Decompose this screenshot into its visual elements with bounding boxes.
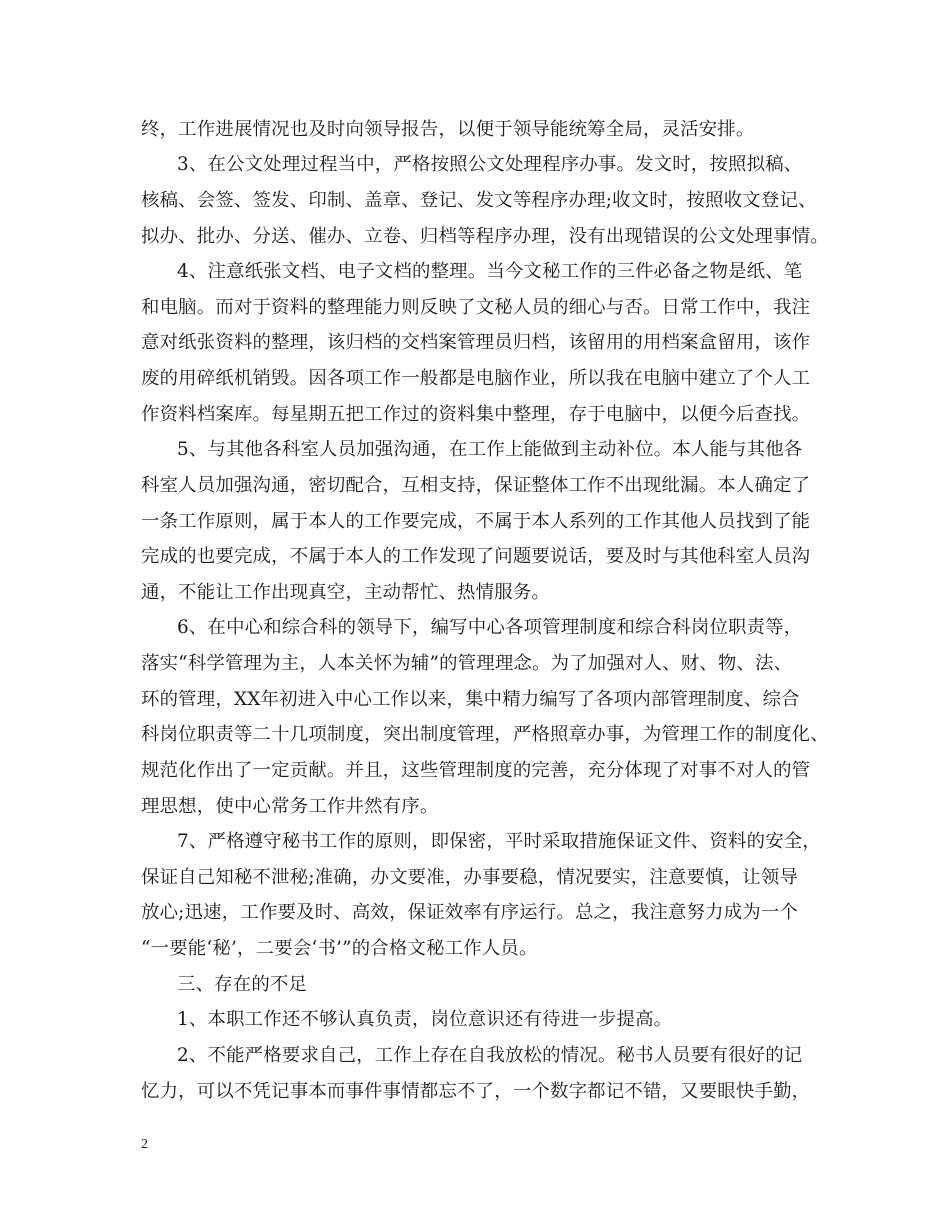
- text-line: 意对纸张资料的整理，该归档的交档案管理员归档，该留用的用档案盒留用，该作: [141, 332, 811, 353]
- text-line: 完成的也要完成，不属于本人的工作发现了问题要说话，要及时与其他科室人员沟: [141, 546, 811, 567]
- text-line: 拟办、批办、分送、催办、立卷、归档等程序办理，没有出现错误的公文处理事情。: [141, 226, 829, 247]
- text-line: 核稿、会签、签发、印制、盖章、登记、发文等程序办理;收文时，按照收文登记、: [141, 190, 817, 211]
- text-line: 放心;迅速，工作要及时、高效，保证效率有序运行。总之，我注意努力成为一个: [141, 902, 799, 923]
- section-heading: 三、存在的不足: [177, 974, 308, 995]
- text-line: 环的管理，XX年初进入中心工作以来，集中精力编写了各项内部管理制度、综合: [141, 689, 800, 710]
- text-line: 保证自己知秘不泄秘;准确，办文要准，办事要稳，情况要实，注意要慎，让领导: [141, 867, 799, 888]
- text-line: 6、在中心和综合科的领导下，编写中心各项管理制度和综合科岗位职责等，: [177, 617, 803, 638]
- page-number: 2: [141, 1137, 148, 1152]
- text-line: 废的用碎纸机销毁。因各项工作一般都是电脑作业，所以我在电脑中建立了个人工: [141, 368, 811, 389]
- text-line: 忆力，可以不凭记事本而事件事情都忘不了，一个数字都记不错，又要眼快手勤，: [141, 1081, 811, 1102]
- text-line: 1、本职工作还不够认真负责，岗位意识还有待进一步提高。: [177, 1009, 673, 1030]
- text-line: 规范化作出了一定贡献。并且，这些管理制度的完善，充分体现了对事不对人的管: [141, 760, 811, 781]
- text-line: 5、与其他各科室人员加强沟通，在工作上能做到主动补位。本人能与其他各: [177, 439, 803, 460]
- text-line: 科室人员加强沟通，密切配合，互相支持，保证整体工作不出现纰漏。本人确定了: [141, 475, 811, 496]
- text-line: 作资料档案库。每星期五把工作过的资料集中整理，存于电脑中，以便今后查找。: [141, 404, 811, 425]
- text-line: 和电脑。而对于资料的整理能力则反映了文秘人员的细心与否。日常工作中，我注: [141, 297, 811, 318]
- text-line: “一要能‘秘’，二要会‘书’”的合格文秘工作人员。: [141, 938, 538, 959]
- text-line: 一条工作原则，属于本人的工作要完成，不属于本人系列的工作其他人员找到了能: [141, 511, 811, 532]
- text-line: 3、在公文处理过程当中，严格按照公文处理程序办事。发文时，按照拟稿、: [177, 154, 803, 175]
- text-line: 终，工作进展情况也及时向领导报告，以便于领导能统筹全局，灵活安排。: [141, 119, 755, 140]
- text-line: 通，不能让工作出现真空，主动帮忙、热情服务。: [141, 582, 550, 603]
- text-line: 4、注意纸张文档、电子文档的整理。当今文秘工作的三件必备之物是纸、笔: [177, 261, 803, 282]
- text-line: 科岗位职责等二十几项制度，突出制度管理，严格照章办事，为管理工作的制度化、: [141, 724, 829, 745]
- text-line: 落实“科学管理为主，人本关怀为辅”的管理理念。为了加强对人、财、物、法、: [141, 653, 793, 674]
- text-line: 7、严格遵守秘书工作的原则，即保密，平时采取措施保证文件、资料的安全，: [177, 831, 821, 852]
- text-line: 理思想，使中心常务工作井然有序。: [141, 796, 439, 817]
- text-line: 2、不能严格要求自己，工作上存在自我放松的情况。秘书人员要有很好的记: [177, 1045, 803, 1066]
